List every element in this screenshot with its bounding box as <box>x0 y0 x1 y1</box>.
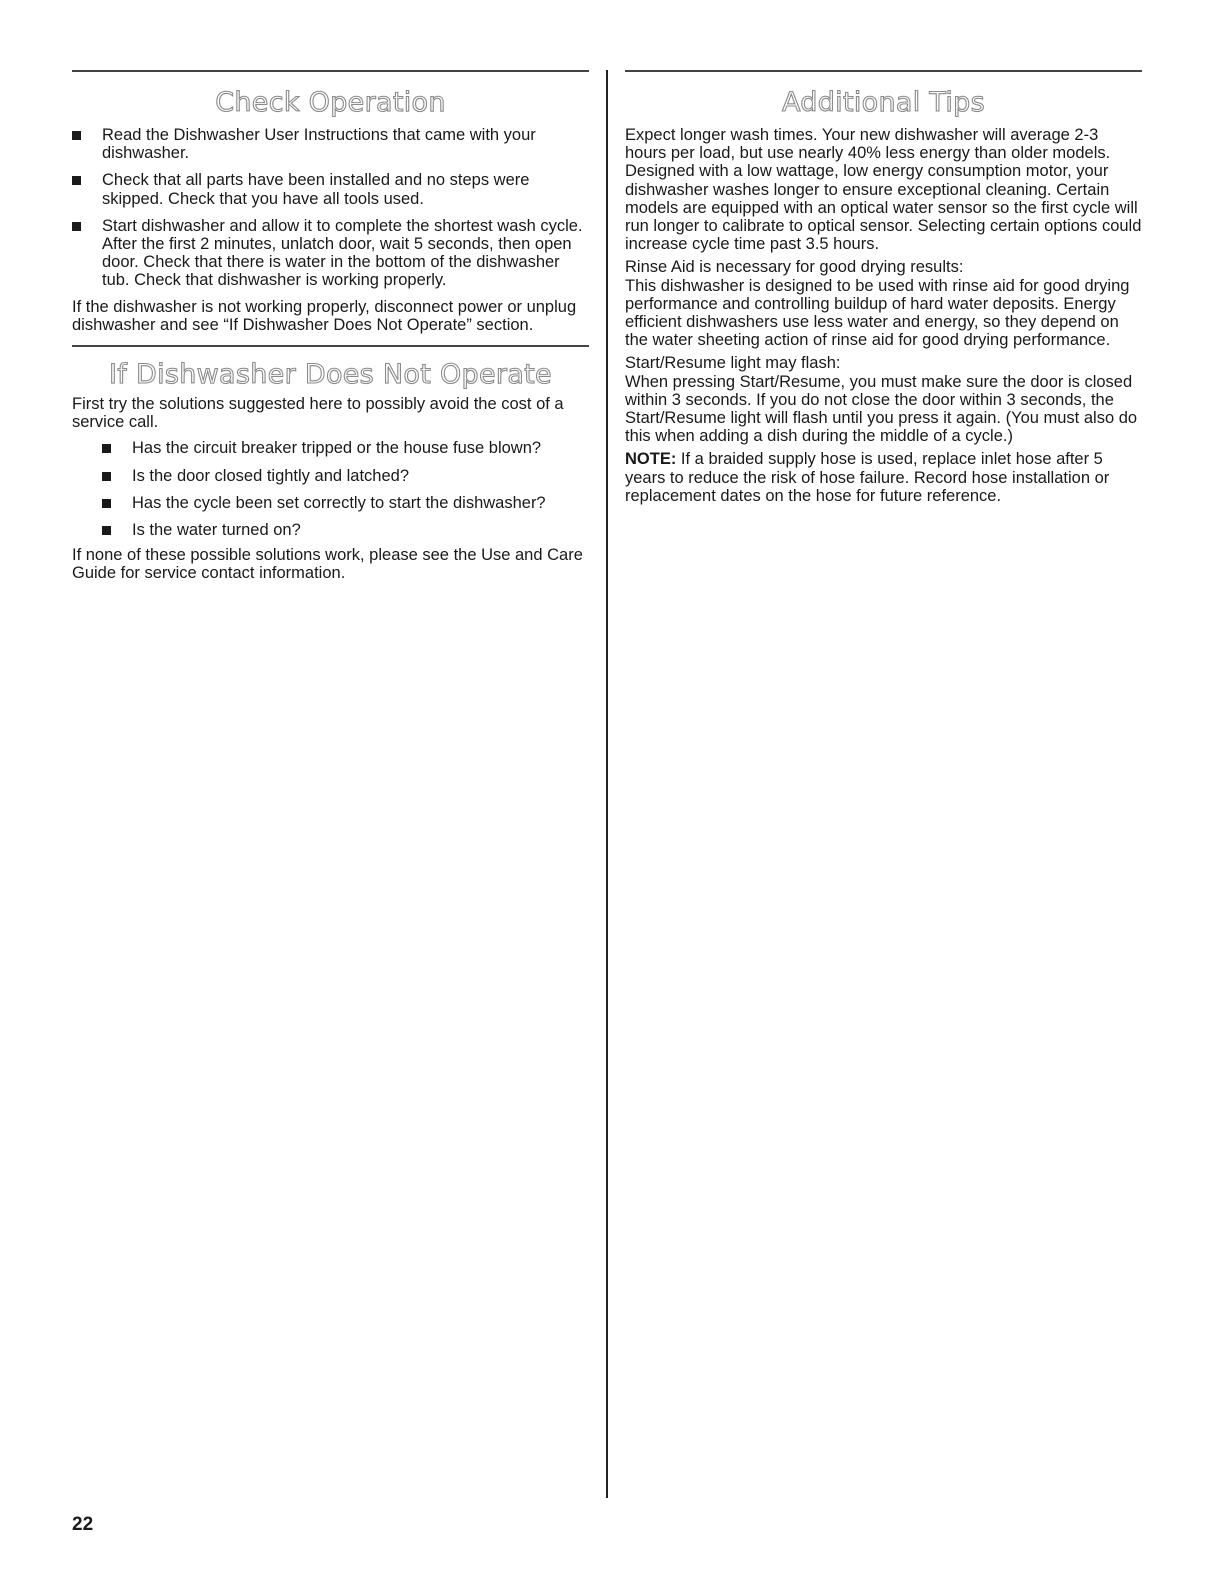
square-bullet-icon <box>102 472 111 481</box>
list-item-text: Has the cycle been set correctly to start the dishwasher? <box>132 493 546 512</box>
list-item <box>72 171 589 207</box>
list-item <box>72 467 589 485</box>
list-item-text: Is the water turned on? <box>132 521 301 540</box>
square-bullet-icon <box>102 444 111 453</box>
column-divider <box>606 70 608 1498</box>
note-paragraph <box>625 450 1142 505</box>
right-column <box>625 70 1142 505</box>
rinse-aid-body: This dishwasher is designed to be used with rinse aid for good drying performance and controlling buildup of hard water deposits. Energy efficient dishwashers use less water and energy, so they depend on the water sheeting action of rinse aid for good drying performance. <box>625 276 1130 350</box>
list-item <box>72 217 589 290</box>
list-item-text: Read the Dishwasher User Instructions that came with your dishwasher. <box>102 126 536 163</box>
flash-heading: Start/Resume light may flash: <box>625 354 841 373</box>
section-rule <box>72 70 589 72</box>
section-rule <box>625 70 1142 72</box>
does-not-operate-list <box>72 439 589 539</box>
check-operation-closing: If the dishwasher is not working properly, disconnect power or unplug dishwasher and see “If Dishwasher Does Not Operate” section. <box>72 297 577 334</box>
page-number: 22 <box>72 1514 94 1535</box>
square-bullet-icon <box>72 131 81 140</box>
section-rule <box>72 345 589 347</box>
square-bullet-icon <box>72 222 81 231</box>
list-item <box>72 439 589 457</box>
list-item <box>72 126 589 162</box>
square-bullet-icon <box>102 499 111 508</box>
does-not-operate-intro: First try the solutions suggested here to possibly avoid the cost of a service call. <box>72 395 564 432</box>
does-not-operate-title: If Dishwasher Does Not Operate <box>109 359 552 391</box>
check-operation-title: Check Operation <box>215 87 446 118</box>
note-label: NOTE: <box>625 450 677 469</box>
flash-body: When pressing Start/Resume, you must make sure the door is closed within 3 seconds. If you do not close the door within 3 seconds, the Start/Resume light will flash until you press it again. (You must also do this when adding a dish during the middle of a cycle.) <box>625 372 1138 446</box>
note-body: If a braided supply hose is used, replace inlet hose after 5 years to reduce the risk of hose failure. Record hose installation or replacement dates on the hose for future reference. <box>625 450 1110 505</box>
list-item-text: Has the circuit breaker tripped or the house fuse blown? <box>132 439 542 458</box>
square-bullet-icon <box>102 526 111 535</box>
additional-tips-title: Additional Tips <box>782 87 985 118</box>
left-column <box>72 70 589 583</box>
list-item-text: Check that all parts have been installed and no steps were skipped. Check that you have all tools used. <box>102 171 530 208</box>
list-item <box>72 494 589 512</box>
list-item <box>72 521 589 539</box>
does-not-operate-closing: If none of these possible solutions work, please see the Use and Care Guide for service contact information. <box>72 546 583 583</box>
tips-paragraph: Expect longer wash times. Your new dishwasher will average 2-3 hours per load, but use nearly 40% less energy than older models. Designed with a low wattage, low energy consumption motor, your dishwasher washes longer to ensure exceptional cleaning. Certain models are equipped with an optical water sensor so the first cycle will run longer to calibrate to optical sensor. Selecting certain options could increase cycle time past 3.5 hours. <box>625 126 1142 254</box>
rinse-aid-heading: Rinse Aid is necessary for good drying results: <box>625 258 964 277</box>
list-item-text: Start dishwasher and allow it to complete the shortest wash cycle. After the first 2 minutes, unlatch door, wait 5 seconds, then open door. Check that there is water in the bottom of the dishwasher tub. Check that dishwasher is working properly. <box>102 216 583 290</box>
square-bullet-icon <box>72 176 81 185</box>
list-item-text: Is the door closed tightly and latched? <box>132 466 410 485</box>
check-operation-list <box>72 126 589 290</box>
